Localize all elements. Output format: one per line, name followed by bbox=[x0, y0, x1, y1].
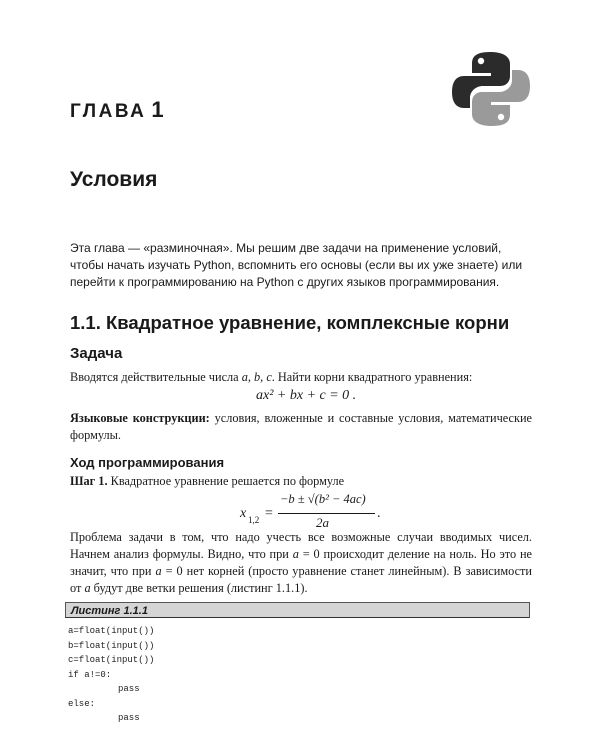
task-text-post: . Найти корни квадратного уравнения: bbox=[271, 370, 473, 384]
chapter-label bbox=[70, 97, 164, 123]
listing-header: Листинг 1.1.1 bbox=[65, 602, 530, 618]
code-line: b=float(input()) bbox=[68, 640, 155, 651]
task-text-pre: Вводятся действительные числа bbox=[70, 370, 239, 384]
problem-text-2: = 0 происходит деление на ноль. Но это не значит, что при bbox=[70, 547, 532, 578]
code-line: pass bbox=[118, 713, 140, 723]
intro-paragraph: Эта глава — «разминочная». Мы решим две задачи на применение условий, чтобы начать изучать Python, вспомнить его основы (если вы их уже знаете) или перейти к программированию на Python с других языков программирования. bbox=[70, 241, 523, 289]
code-listing bbox=[68, 624, 154, 726]
python-logo-icon bbox=[450, 48, 532, 130]
task-paragraph bbox=[70, 369, 532, 386]
task-vars: a, b, c bbox=[241, 370, 272, 384]
progress-heading: Ход программирования bbox=[70, 455, 225, 470]
code-line: c=float(input()) bbox=[68, 655, 155, 665]
constructs-text: условия, вложенные и составные условия, математические формулы. bbox=[70, 411, 533, 442]
page-title: Условия bbox=[70, 168, 158, 191]
formula-lhs: x bbox=[240, 506, 247, 521]
problem-var-a1: a bbox=[292, 547, 299, 561]
task-heading: Задача bbox=[70, 345, 123, 362]
step-text: Квадратное уравнение решается по формуле bbox=[107, 474, 345, 488]
problem-text-1: Проблема задачи в том, что надо учесть все возможные случаи вводимых чисел. Начнем анализ формулы. Видно, что при bbox=[70, 530, 532, 561]
code-line: a=float(input()) bbox=[68, 626, 155, 636]
fraction-bar bbox=[278, 513, 375, 514]
step-paragraph bbox=[70, 473, 532, 490]
code-line: if a!=0: bbox=[68, 669, 112, 680]
formula-sub: 1,2 bbox=[248, 515, 260, 525]
quadratic-equation: ax² + bx + c = 0 . bbox=[256, 388, 357, 403]
constructs-label: Языковые конструкции: bbox=[70, 411, 210, 425]
problem-var-a2: a bbox=[155, 564, 162, 578]
problem-var-a3: a bbox=[84, 581, 91, 595]
formula-numerator: −b ± √(b² − 4ac) bbox=[280, 492, 366, 506]
formula-period: . bbox=[377, 506, 381, 521]
formula-equals: = bbox=[265, 506, 273, 521]
code-line: pass bbox=[118, 684, 140, 694]
chapter-word: ГЛАВА bbox=[70, 101, 147, 122]
formula-denominator: 2a bbox=[316, 515, 329, 530]
problem-text-4: будут две ветки решения (листинг 1.1.1). bbox=[90, 581, 308, 595]
section-heading: 1.1. Квадратное уравнение, комплексные корни bbox=[70, 312, 510, 333]
problem-text-3: = 0 нет корней (просто уравнение станет линейным). В зависимости от bbox=[70, 564, 532, 595]
code-line: else: bbox=[68, 698, 96, 709]
constructs-paragraph bbox=[70, 410, 532, 444]
chapter-number: 1 bbox=[151, 97, 164, 122]
problem-paragraph bbox=[70, 529, 532, 597]
step-label: Шаг 1. bbox=[70, 474, 108, 488]
